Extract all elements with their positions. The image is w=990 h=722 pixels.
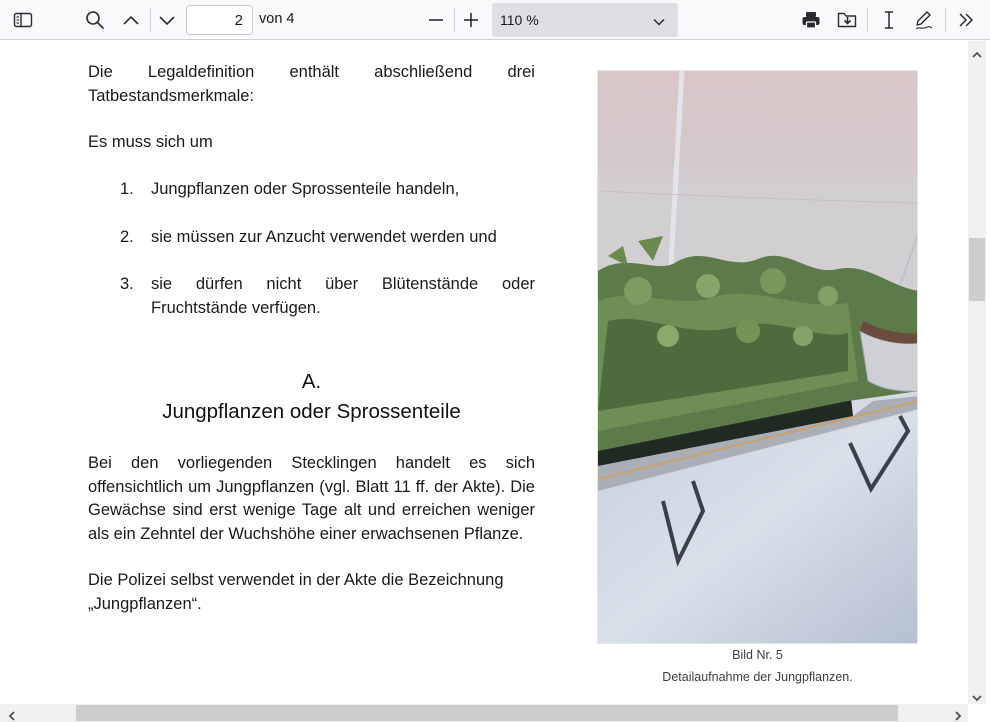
- zoom-in-button[interactable]: [458, 7, 484, 33]
- list-number: 3.: [120, 275, 134, 293]
- lead-in-text: Es muss sich um: [88, 133, 213, 151]
- figure-label: Bild Nr. 5: [732, 648, 783, 662]
- list-number: 1.: [120, 180, 134, 198]
- printer-icon: [801, 10, 821, 30]
- vertical-scroll-thumb[interactable]: [969, 238, 985, 301]
- draw-tool-button[interactable]: [911, 7, 937, 33]
- minus-icon: [427, 11, 445, 29]
- body-paragraph-2: Die Polizei selbst verwendet in der Akte die Bezeichnung „Jungpflanzen“.: [88, 571, 504, 613]
- arrow-left-icon[interactable]: [8, 708, 15, 722]
- list-item: [120, 178, 535, 202]
- zoom-level-select[interactable]: [492, 3, 678, 37]
- word: drei: [507, 63, 535, 81]
- horizontal-scrollbar[interactable]: [0, 704, 968, 722]
- word: Legaldefinition: [147, 63, 255, 81]
- more-tools-button[interactable]: [953, 7, 979, 33]
- page-count-label: von 4: [259, 11, 295, 27]
- plus-icon: [462, 11, 480, 29]
- zoom-out-button[interactable]: [423, 7, 449, 33]
- word: enthält: [289, 63, 340, 81]
- chevron-down-icon: [158, 14, 176, 26]
- text-tool-button[interactable]: [876, 7, 902, 33]
- list-text: Jungpflanzen oder Sprossenteile handeln,: [151, 180, 460, 198]
- list-text: sie müssen zur Anzucht verwendet werden und: [151, 228, 497, 246]
- seedlings-photo-illustration: [598, 71, 918, 644]
- body-paragraph: Bei den vorliegenden Stecklingen handelt es sich offensichtlich um Jungpflanzen (vgl. Blatt 11 ff. der Akte). Die Gewächse sind erst wenige Tage alt und erreichen weniger als ein Zehntel der Wuchshöhe einer erwachsenen Pflanze.: [88, 454, 535, 543]
- intro-paragraph: [88, 61, 535, 108]
- pdf-toolbar: [0, 0, 990, 40]
- text-cursor-icon: [882, 10, 896, 30]
- word: abschließend: [374, 63, 473, 81]
- list-number: 2.: [120, 228, 134, 246]
- scrollbar-corner: [968, 704, 990, 722]
- toolbar-separator: [454, 8, 455, 32]
- vertical-scrollbar[interactable]: [968, 41, 986, 704]
- print-button[interactable]: [798, 7, 824, 33]
- arrow-right-icon[interactable]: [955, 708, 962, 722]
- double-chevron-right-icon: [957, 12, 975, 28]
- chevron-up-icon: [122, 14, 140, 26]
- previous-page-button[interactable]: [118, 7, 144, 33]
- intro-line-2: Tatbestandsmerkmale:: [88, 86, 254, 105]
- list-item: [120, 273, 535, 320]
- intro-line-1: [88, 61, 535, 85]
- section-title: Jungpflanzen oder Sprossenteile: [162, 400, 461, 423]
- toolbar-separator: [867, 8, 868, 32]
- document-viewer[interactable]: [0, 41, 968, 704]
- chevron-down-icon: [652, 14, 666, 30]
- list-item: [120, 226, 535, 250]
- page-number-input[interactable]: [186, 5, 253, 35]
- word: Die: [88, 63, 113, 81]
- download-icon: [837, 11, 857, 29]
- find-button[interactable]: [82, 7, 108, 33]
- pencil-icon: [914, 10, 934, 30]
- viewer-edge: [986, 41, 990, 704]
- figure-photo: [597, 70, 918, 644]
- zoom-level-value: 110 %: [500, 12, 539, 28]
- next-page-button[interactable]: [154, 7, 180, 33]
- toolbar-separator: [945, 8, 946, 32]
- search-icon: [85, 10, 105, 30]
- save-button[interactable]: [834, 7, 860, 33]
- sidebar-toggle-icon: [13, 12, 33, 28]
- figure-caption: Detailaufnahme der Jungpflanzen.: [662, 670, 853, 684]
- sidebar-toggle-button[interactable]: [10, 7, 36, 33]
- arrow-up-icon[interactable]: [972, 45, 982, 63]
- section-letter: A.: [301, 370, 322, 393]
- list-text: sie dürfen nicht über Blütenstände oder Fruchtstände verfügen.: [151, 275, 535, 317]
- toolbar-separator: [150, 8, 151, 32]
- horizontal-scroll-thumb[interactable]: [76, 705, 898, 721]
